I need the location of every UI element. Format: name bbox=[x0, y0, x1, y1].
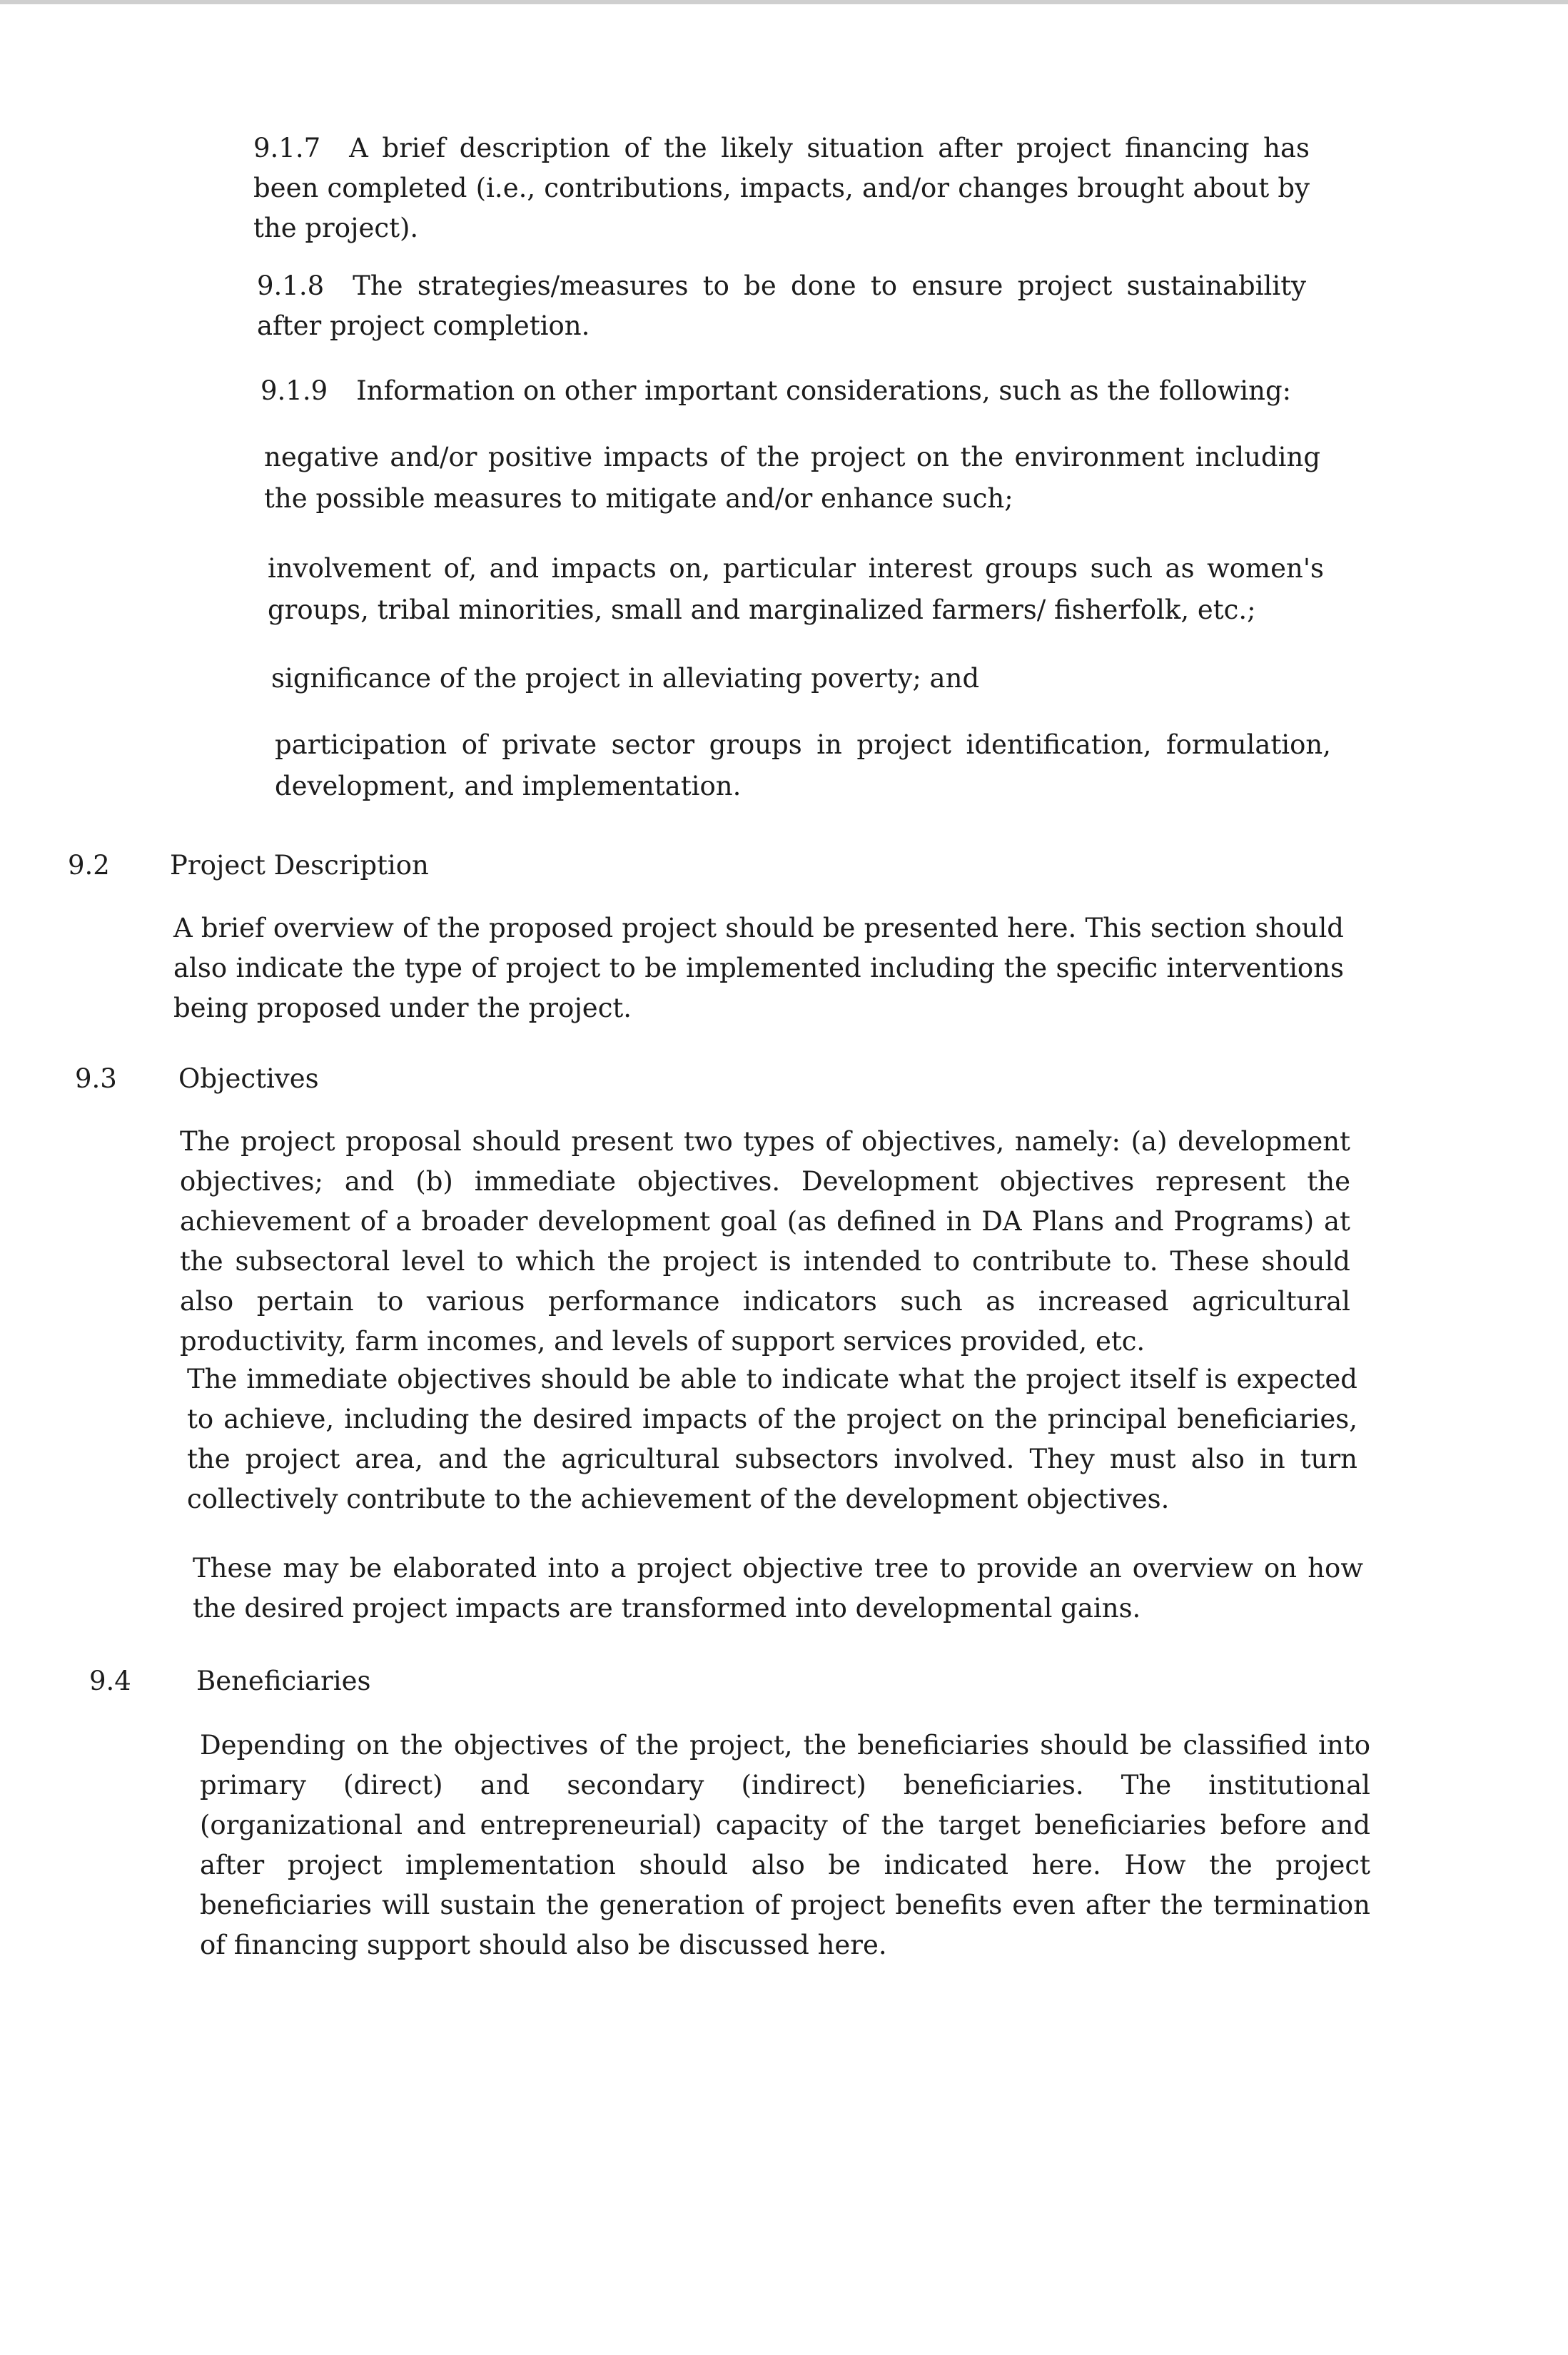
subitem-9-1-8 bbox=[257, 266, 1306, 346]
section-title-project-description: Project Description bbox=[170, 850, 429, 881]
objectives-paragraph-2: The immediate objectives should be able to indicate what the project itself is expected to achieve, including the desired impacts of the project on the principal beneficiaries, the project area, and the agricultural subsectors involved. They must also in turn collectively contribute to the achievement of the development objectives. bbox=[187, 1364, 1357, 1514]
objectives-paragraph-1: The project proposal should present two types of objectives, namely: (a) development objectives; and (b) immediate objectives. Development objectives represent the achievement of a broader development goal (as defined in DA Plans and Programs) at the subsectoral level to which the project is intended to contribute to. These should also pertain to various performance indicators such as increased agricultural productivity, farm incomes, and levels of support services provided, etc. bbox=[180, 1126, 1350, 1357]
scan-top-edge bbox=[0, 0, 1568, 4]
section-title-beneficiaries: Beneficiaries bbox=[196, 1666, 371, 1696]
subitem-number: 9.1.8 bbox=[257, 270, 325, 301]
consideration-item: involvement of, and impacts on, particular interest groups such as women's groups, tribal minorities, small and marginalized farmers/ fisherfolk, etc.; bbox=[268, 553, 1324, 625]
subitem-9-1-7 bbox=[253, 128, 1310, 248]
project-description-paragraph: A brief overview of the proposed project should be presented here. This section should also indicate the type of project to be implemented including the specific interventions being proposed under the project. bbox=[173, 913, 1344, 1023]
consideration-item: negative and/or positive impacts of the project on the environment including the possible measures to mitigate and/or enhance such; bbox=[264, 442, 1320, 514]
section-number-9-2: 9.2 bbox=[68, 850, 110, 881]
subitem-text: The strategies/measures to be done to ensure project sustainability after project completion. bbox=[257, 270, 1306, 341]
subitem-number: 9.1.9 bbox=[261, 375, 328, 406]
subitem-9-1-9 bbox=[261, 371, 1317, 411]
subitem-text: Information on other important considerations, such as the following: bbox=[356, 375, 1292, 406]
consideration-item: significance of the project in alleviating poverty; and bbox=[271, 663, 980, 694]
section-number-9-4: 9.4 bbox=[89, 1666, 131, 1696]
objectives-paragraph-3: These may be elaborated into a project objective tree to provide an overview on how the desired project impacts are transformed into developmental gains. bbox=[193, 1553, 1363, 1624]
consideration-item: participation of private sector groups in project identification, formulation, development, and implementation. bbox=[275, 729, 1331, 801]
section-title-objectives: Objectives bbox=[178, 1063, 319, 1094]
section-number-9-3: 9.3 bbox=[75, 1063, 117, 1094]
beneficiaries-paragraph: Depending on the objectives of the project, the beneficiaries should be classified into primary (direct) and secondary (indirect) beneficiaries. The institutional (organizational and entrepreneurial) capacity of the target beneficiaries before and after project implementation should also be indicated here. How the project beneficiaries will sustain the generation of project benefits even after the termination of financing support should also be discussed here. bbox=[200, 1730, 1370, 1960]
subitem-text: A brief description of the likely situation after project financing has been completed (i.e., contributions, impacts, and/or changes brought about by the project). bbox=[253, 133, 1310, 243]
subitem-number: 9.1.7 bbox=[253, 133, 321, 163]
